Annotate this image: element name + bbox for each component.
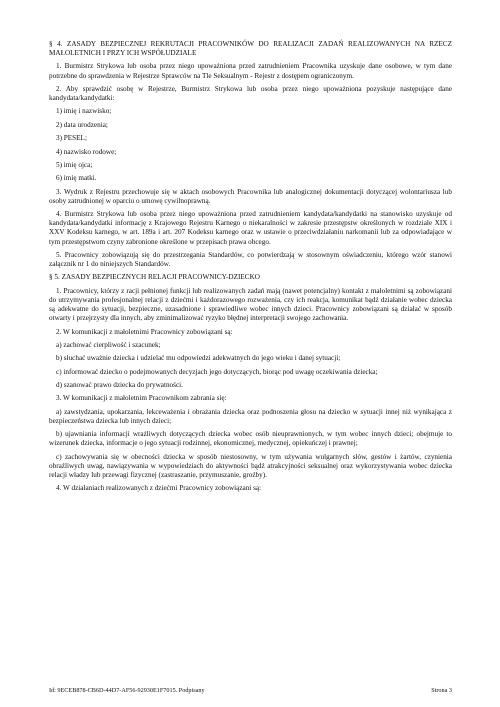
section-4-heading: § 4. ZASADY BEZPIECZNEJ REKRUTACJI PRACOWNIKÓW DO REALIZACJI ZADAŃ REALIZOWANYCH NA RZECZ MAŁOLETNICH I PRZY ICH WSPÓŁUDZIALE bbox=[49, 40, 452, 58]
section-4-paragraph-3: 3. Wydruk z Rejestru przechowuje się w aktach osobowych Pracownika lub analogicznej dokumentacji dotyczącej wolontariusza lub osoby zatrudnionej w oparciu o umowę cywilnoprawną. bbox=[49, 187, 452, 205]
document-body bbox=[49, 40, 452, 498]
data-list-item: 1) imię i nazwisko; bbox=[56, 107, 112, 116]
section-4-paragraph-2: 2. Aby sprawdzić osobę w Rejestrze, Burmistrz Strykowa lub osoba przez niego upoważniona pozyskuje następujące dane kandydata/kandydatki: bbox=[49, 84, 452, 103]
section-5-paragraph-2: 2. W komunikacji z małoletnimi Pracownicy zobowiązani są: bbox=[56, 327, 233, 336]
section-5-paragraph-1: 1. Pracownicy, którzy z racji pełnionej funkcji lub realizowanych zadań mają (nawet potencjalny) kontakt z małoletnimi są zobowiązani do utrzymywania profesjonalnej relacji z dziećmi i każdorazowego rozważenia, czy ich reakcja, komunikat bądź działanie wobec dziecka są adekwatne do sytuacji, bezpieczne, uzasadnione i sprawiedliwe wobec innych dzieci. Pracownicy zobowiązani są działać w sposób otwarty i przejrzysty dla innych, aby zminimalizować ryzyko błędnej interpretacji swojego zachowania. bbox=[49, 286, 452, 323]
communication-obligation-item: d) szanować prawo dziecka do prywatności. bbox=[56, 381, 183, 390]
data-list-item: 6) imię matki. bbox=[56, 174, 97, 183]
section-4-paragraph-1: 1. Burmistrz Strykowa lub osoba przez niego upoważniona przed zatrudnieniem Pracownika uzyskuje dane osobowe, w tym dane potrzebne do sprawdzenia w Rejestrze Sprawców na Tle Seksualnym - Rejestr z dostępem ograniczonym. bbox=[49, 62, 452, 80]
data-list-item: 3) PESEL; bbox=[56, 134, 87, 143]
data-list-item: 4) nazwisko rodowe; bbox=[56, 147, 117, 156]
section-5-paragraph-4: 4. W działaniach realizowanych z dziećmi Pracownicy zobowiązani są: bbox=[56, 484, 262, 493]
prohibition-item: c) zachowywania się w obecności dziecka w sposób niestosowny, w tym używania wulgarnych słów, gestów i żartów, czynienia obraźliwych uwag, nawiązywania w wypowiedziach do aktywności bądź atrakcyjności seksualnej oraz wykorzystywania wobec dziecka relacji władzy lub przewagi fizycznej (zastraszanie, przymuszanie, groźby). bbox=[49, 452, 452, 479]
section-4-paragraph-4: 4. Burmistrz Strykowa lub osoba przez niego upoważniona przed zatrudnieniem kandydata/kandydatki na stanowisko uzyskuje od kandydata/kandydatki informację z Krajowego Rejestru Karnego o niekaralności w zakresie przestępstw określonych w rozdziale XIX i XXV Kodeksu karnego, w art. 189a i art. 207 Kodeksu karnego oraz w ustawie o przeciwdziałaniu narkomanii lub za odpowiadające w tym przestępstwom czyny zabronione określone w przepisach prawa obcego. bbox=[49, 210, 452, 246]
communication-obligation-item: a) zachować cierpliwość i szacunek; bbox=[56, 340, 161, 349]
section-5-paragraph-3: 3. W komunikacji z małoletnim Pracownikom zabrania się: bbox=[56, 394, 227, 403]
section-4-paragraph-5: 5. Pracownicy zobowiązują się do przestrzegania Standardów, co potwierdzają w stosownym oświadczeniu, którego wzór stanowi załącznik nr 1 do niniejszych Standardów. bbox=[49, 250, 452, 269]
page-number: Strona 3 bbox=[431, 687, 452, 694]
prohibition-item: a) zawstydzania, upokarzania, lekceważenia i obrażania dziecka oraz podnoszenia głosu na dziecko w sytuacji innej niż wynikająca z bezpieczeństwa dziecka lub innych dzieci; bbox=[49, 407, 452, 425]
prohibition-item: b) ujawniania informacji wrażliwych dotyczących dziecka wobec osób nieuprawnionych, w tym wobec innych dzieci; obejmuje to wizerunek dziecka, informacje o jego sytuacji rodzinnej, ekonomicznej, medycznej, opiekuńczej i prawnej; bbox=[49, 430, 452, 448]
data-list-item: 5) imię ojca; bbox=[56, 161, 93, 170]
communication-obligation-item: b) słuchać uważnie dziecka i udzielać mu odpowiedzi adekwatnych do jego wieku i danej sytuacji; bbox=[56, 354, 341, 363]
section-5-heading: § 5. ZASADY BEZPIECZNYCH RELACJI PRACOWNICY-DZIECKO bbox=[49, 273, 260, 282]
data-list-item: 2) data urodzenia; bbox=[56, 120, 108, 129]
communication-obligation-item: c) informować dziecko o podejmowanych decyzjach jego dotyczących, biorąc pod uwagę oczekiwania dziecka; bbox=[56, 367, 378, 376]
document-id: Id: 9ECEB878-CB6D-44D7-AF56-92930E1F7015. Podpisany bbox=[49, 687, 205, 694]
